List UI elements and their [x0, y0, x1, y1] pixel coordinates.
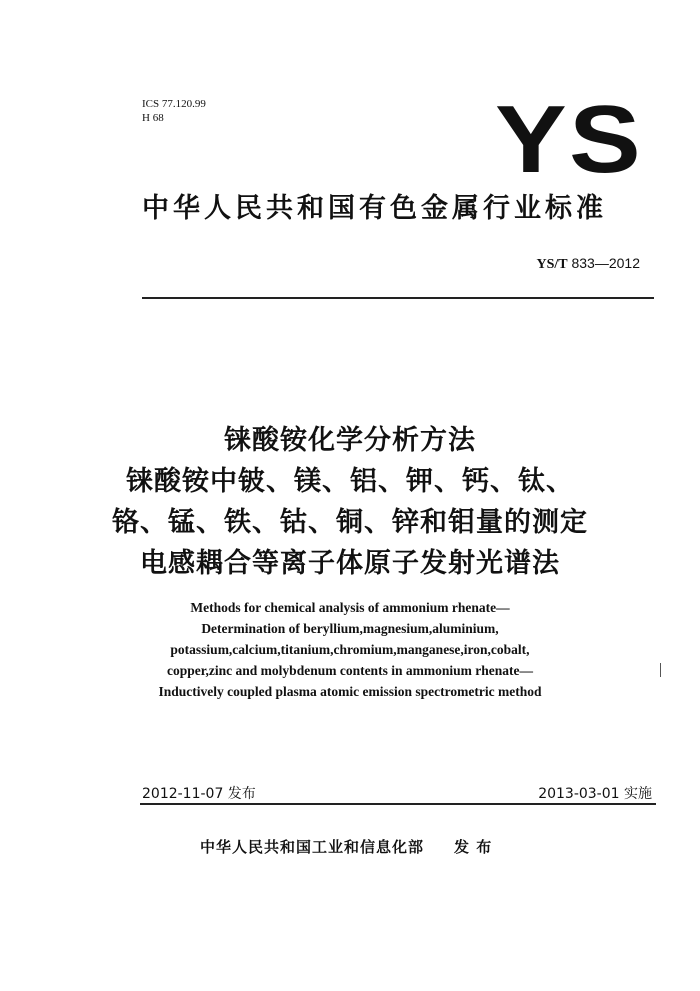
standard-number — [536, 255, 640, 273]
margin-mark — [660, 663, 661, 677]
chinese-title-line-4: 电感耦合等离子体原子发射光谱法 — [140, 548, 560, 579]
classification-codes — [142, 97, 206, 125]
ccs-code: H 68 — [142, 112, 164, 124]
ics-code: ICS 77.120.99 — [142, 98, 206, 110]
issue-date: 2012-11-07 发布 — [142, 786, 256, 802]
english-title-line-3: potassium,calcium,titanium,chromium,manganese,iron,cobalt, — [170, 642, 530, 657]
standard-prefix: YS/T — [536, 257, 568, 272]
implementation-date: 2013-03-01 实施 — [538, 786, 652, 802]
standard-code: 833—2012 — [571, 255, 640, 271]
issuer-line — [200, 836, 560, 857]
chinese-title-line-3: 铬、锰、铁、钴、铜、锌和钼量的测定 — [112, 507, 588, 538]
english-title-line-2: Determination of beryllium,magnesium,aluminium, — [201, 621, 499, 636]
issuer-name: 中华人民共和国工业和信息化部 — [200, 838, 425, 856]
bottom-divider — [140, 803, 656, 805]
chinese-title-line-1: 铼酸铵化学分析方法 — [224, 425, 476, 456]
english-title — [110, 597, 590, 702]
english-title-line-4: copper,zinc and molybdenum contents in ammonium rhenate— — [167, 663, 533, 678]
standard-category-title: 中华人民共和国有色金属行业标准 — [142, 193, 607, 224]
top-divider — [142, 297, 654, 299]
chinese-title — [100, 420, 600, 584]
chinese-title-line-2: 铼酸铵中铍、镁、铝、钾、钙、钛、 — [126, 466, 574, 497]
issuer-action: 发 布 — [454, 838, 493, 856]
english-title-line-1: Methods for chemical analysis of ammonium rhenate— — [190, 600, 510, 615]
ys-logo: YS — [495, 86, 643, 193]
english-title-line-5: Inductively coupled plasma atomic emission spectrometric method — [158, 684, 542, 699]
